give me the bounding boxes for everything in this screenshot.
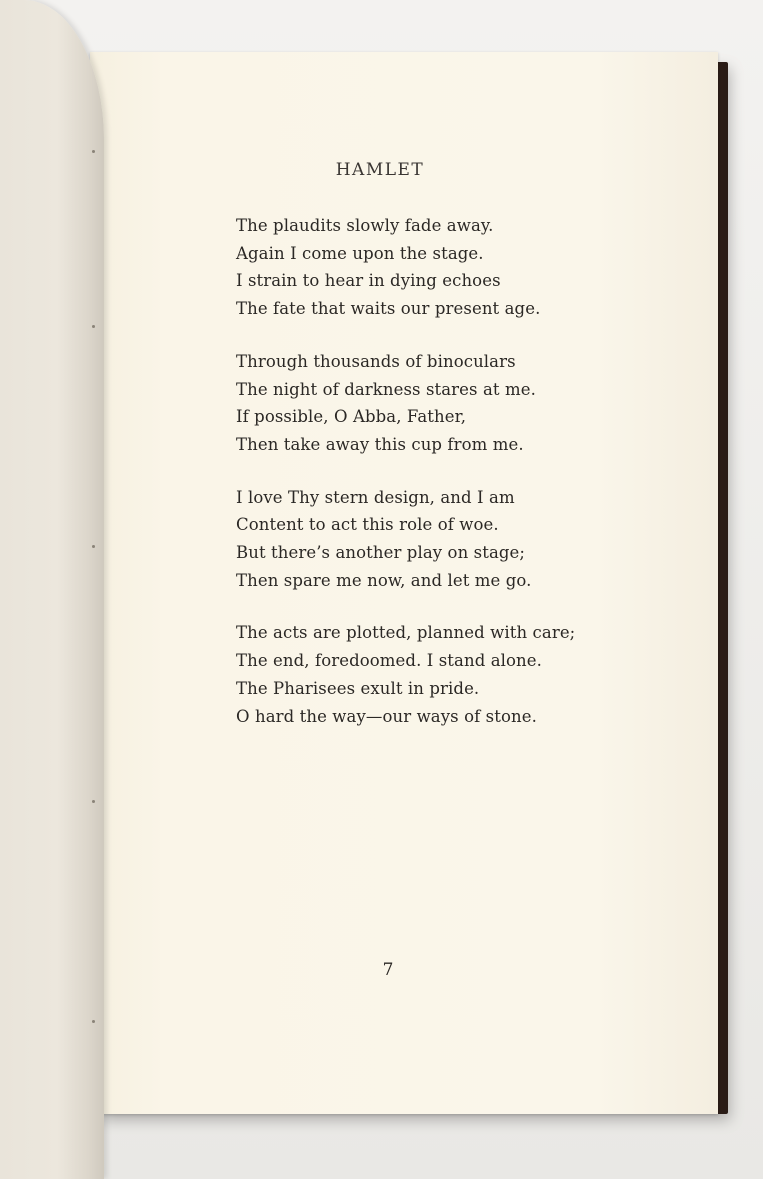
- poem-title: HAMLET: [335, 160, 425, 180]
- poem-line: Content to act this role of woe.: [236, 515, 499, 535]
- page-number: 7: [382, 960, 394, 980]
- poem-line: I strain to hear in dying echoes: [236, 271, 501, 291]
- poem-line: Through thousands of binoculars: [236, 351, 516, 371]
- poem-line: O hard the way—our ways of stone.: [236, 706, 537, 726]
- stanza-1: [236, 212, 575, 323]
- stanza-2: [236, 348, 575, 459]
- binding-stitch: [92, 800, 95, 803]
- poem-line: The Pharisees exult in pride.: [236, 678, 480, 698]
- poem-line: The night of darkness stares at me.: [236, 379, 536, 399]
- poem-line: Again I come upon the stage.: [236, 243, 484, 263]
- poem-line: If possible, O Abba, Father,: [236, 407, 467, 427]
- stanza-4: [236, 619, 575, 730]
- binding-stitch: [92, 1020, 95, 1023]
- poem-body: [236, 212, 575, 755]
- poem-line: Then take away this cup from me.: [236, 434, 524, 454]
- poem-line: But there’s another play on stage;: [236, 543, 526, 563]
- binding-stitch: [92, 150, 95, 153]
- poem-line: I love Thy stern design, and I am: [236, 487, 515, 507]
- binding-stitch: [92, 325, 95, 328]
- poem-line: The acts are plotted, planned with care;: [236, 623, 576, 643]
- poem-line: The plaudits slowly fade away.: [236, 216, 494, 235]
- stanza-3: [236, 484, 575, 595]
- poem-line: Then spare me now, and let me go.: [236, 570, 532, 590]
- poem-line: The end, foredoomed. I stand alone.: [236, 651, 542, 671]
- binding-stitch: [92, 545, 95, 548]
- poem-line: The fate that waits our present age.: [236, 299, 541, 319]
